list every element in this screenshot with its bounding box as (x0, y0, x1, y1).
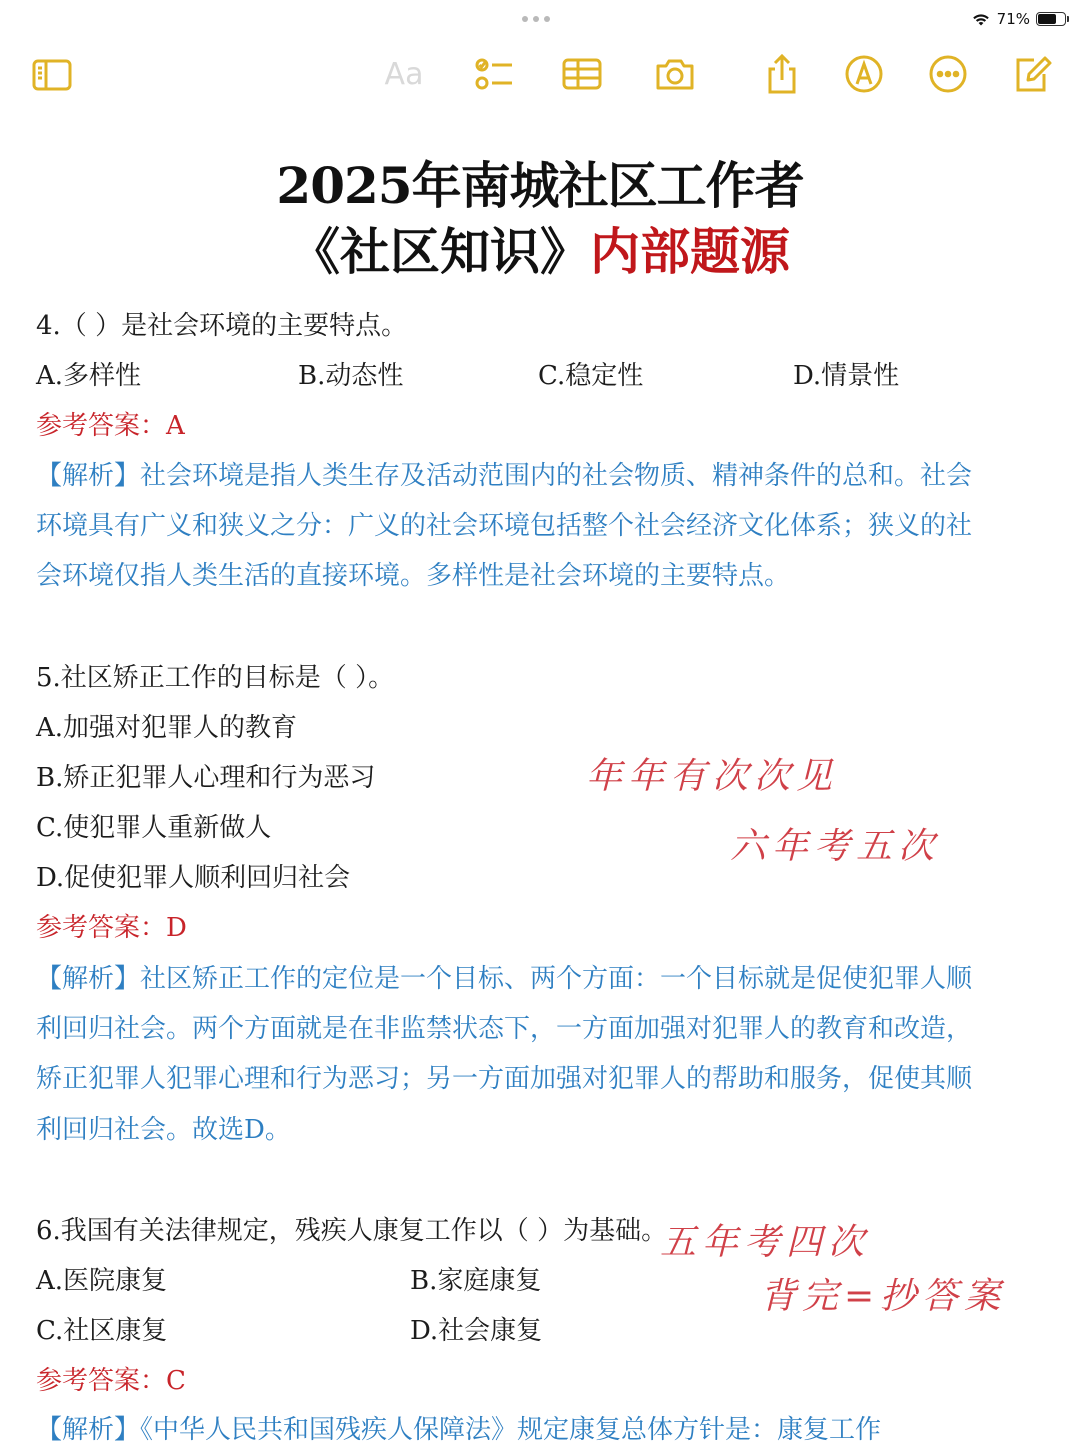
q5-answer: 参考答案：D (36, 913, 187, 943)
document-title-line1: 2025年南城社区工作者 (276, 156, 804, 215)
camera-icon (653, 52, 697, 96)
markup-icon (842, 52, 886, 96)
multitask-dots[interactable] (522, 16, 550, 22)
compose-button[interactable] (1008, 50, 1056, 98)
handwritten-note: 年年有次次见 (586, 756, 839, 797)
checklist-button[interactable] (470, 50, 518, 98)
q4-explanation-line: 【解析】社会环境是指人类生存及活动范围内的社会物质、精神条件的总和。社会 (36, 461, 973, 491)
sidebar-toggle-button[interactable] (28, 50, 76, 98)
question-4: 4.（ ）是社会环境的主要特点。 (36, 311, 408, 341)
more-icon (926, 52, 970, 96)
document-title-highlight: 内部题源 (590, 222, 790, 281)
document-title-book: 《社区知识》 (290, 222, 590, 281)
q5-explanation-line: 利回归社会。两个方面就是在非监禁状态下，一方面加强对犯罪人的教育和改造， (36, 1014, 973, 1044)
q4-option-b: B.动态性 (298, 361, 404, 391)
handwritten-note: 六年考五次 (730, 826, 941, 867)
share-button[interactable] (758, 50, 806, 98)
q4-option-a: A.多样性 (36, 361, 142, 391)
handwritten-note: 背完=抄答案 (760, 1276, 1007, 1317)
q4-option-d: D.情景性 (793, 361, 900, 391)
sidebar-icon (30, 52, 74, 96)
status-bar (971, 10, 1066, 28)
q5-option-d: D.促使犯罪人顺利回归社会 (36, 863, 351, 893)
q4-explanation-line: 环境具有广义和狭义之分：广义的社会环境包括整个社会经济文化体系；狭义的社 (36, 511, 973, 541)
q6-option-a: A.医院康复 (36, 1266, 168, 1296)
q4-explanation-line: 会环境仅指人类生活的直接环境。多样性是社会环境的主要特点。 (36, 561, 791, 591)
share-icon (760, 52, 804, 96)
table-button[interactable] (558, 50, 606, 98)
q5-option-b: B.矫正犯罪人心理和行为恶习 (36, 763, 376, 793)
q5-explanation-line: 【解析】社区矫正工作的定位是一个目标、两个方面：一个目标就是促使犯罪人顺 (36, 964, 973, 994)
q4-answer: 参考答案：A (36, 411, 185, 441)
battery-icon (1036, 12, 1066, 26)
text-format-button[interactable] (380, 50, 428, 98)
q5-option-c: C.使犯罪人重新做人 (36, 813, 272, 843)
q6-explanation-line: 【解析】《中华人民共和国残疾人保障法》规定康复总体方针是：康复工作 (36, 1415, 882, 1445)
document-title-line2 (0, 212, 1080, 284)
camera-button[interactable] (651, 50, 699, 98)
compose-icon (1010, 52, 1054, 96)
question-6: 6.我国有关法律规定，残疾人康复工作以（ ）为基础。 (36, 1216, 668, 1246)
more-button[interactable] (924, 50, 972, 98)
wifi-icon (971, 11, 991, 27)
markup-button[interactable] (840, 50, 888, 98)
checklist-icon (472, 52, 516, 96)
handwritten-note: 五年考四次 (660, 1222, 871, 1263)
text-format-icon: Aa (384, 56, 424, 92)
q5-explanation-line: 矫正犯罪人犯罪心理和行为恶习；另一方面加强对犯罪人的帮助和服务，促使其顺 (36, 1064, 973, 1094)
notes-toolbar (0, 44, 1080, 100)
q6-answer: 参考答案：C (36, 1366, 186, 1396)
q6-option-b: B.家庭康复 (410, 1266, 542, 1296)
q4-option-c: C.稳定性 (538, 361, 644, 391)
q6-option-c: C.社区康复 (36, 1316, 168, 1346)
q5-explanation-line: 利回归社会。故选D。 (36, 1115, 291, 1145)
q5-option-a: A.加强对犯罪人的教育 (36, 713, 298, 743)
table-icon (560, 52, 604, 96)
battery-percent: 71% (996, 10, 1030, 28)
question-5: 5.社区矫正工作的目标是（ ）。 (36, 663, 395, 693)
q6-option-d: D.社会康复 (410, 1316, 543, 1346)
